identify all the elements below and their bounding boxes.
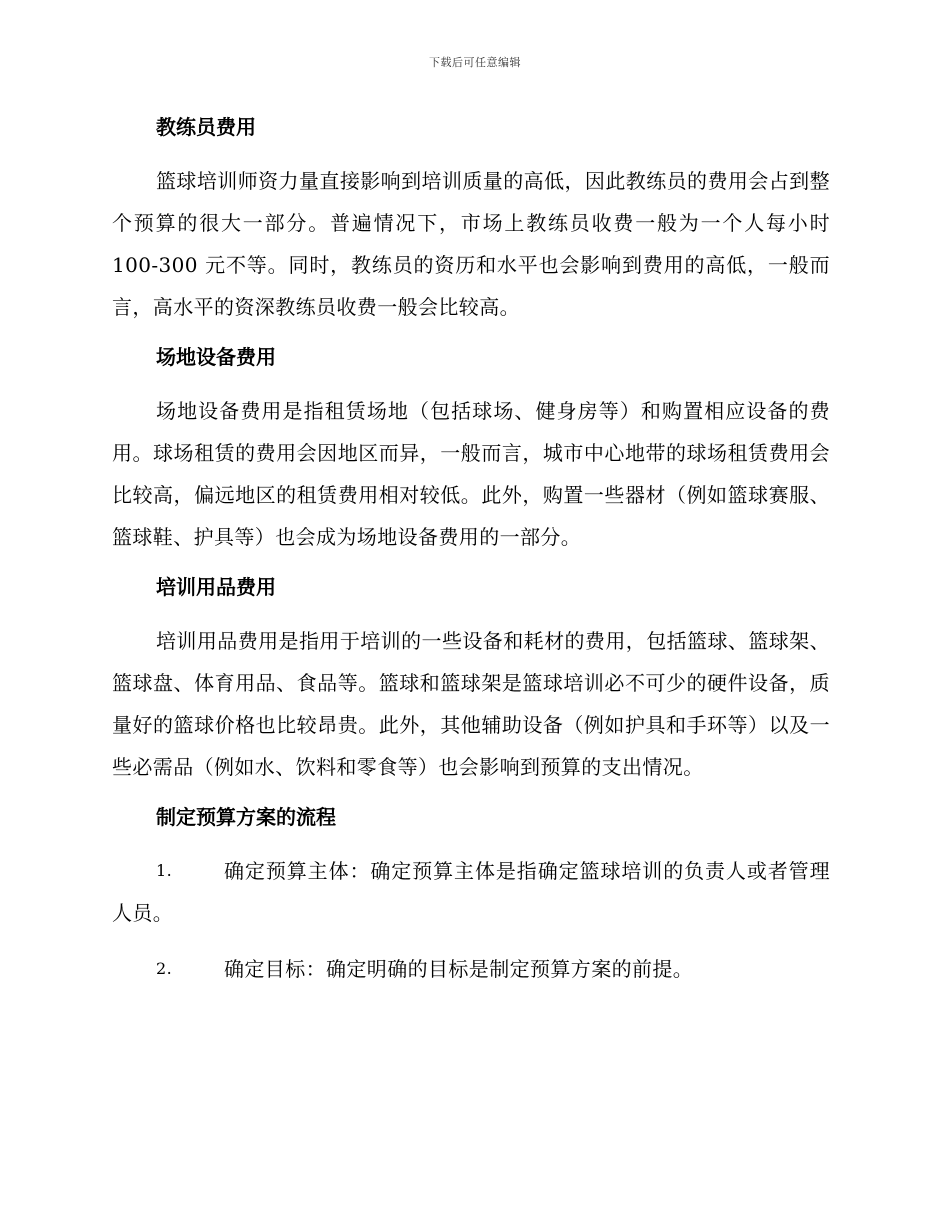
list-item-number: 2. bbox=[156, 959, 173, 978]
section-heading-coach-fees: 教练员费用 bbox=[156, 115, 256, 139]
section-paragraph-venue-fees: 场地设备费用是指租赁场地（包括球场、健身房等）和购置相应设备的费用。球场租赁的费用会因地区而异，一般而言，城市中心地带的球场租赁费用会比较高，偏远地区的租赁费用相对较低。此外，购置一些器材（例如篮球赛服、篮球鞋、护具等）也会成为场地设备费用的一部分。 bbox=[112, 399, 830, 549]
list-item-text: 确定预算主体：确定预算主体是指确定篮球培训的负责人或者管理人员。 bbox=[112, 859, 830, 925]
document-body bbox=[112, 112, 830, 1004]
list-item-number: 1. bbox=[156, 861, 173, 880]
page-header-note: 下载后可任意编辑 bbox=[429, 56, 521, 69]
list-item bbox=[112, 850, 830, 934]
section-paragraph-supplies-fees: 培训用品费用是指用于培训的一些设备和耗材的费用，包括篮球、篮球架、篮球盘、体育用品、食品等。篮球和篮球架是篮球培训必不可少的硬件设备，质量好的篮球价格也比较昂贵。此外，其他辅助设备（例如护具和手环等）以及一些必需品（例如水、饮料和零食等）也会影响到预算的支出情况。 bbox=[112, 629, 830, 779]
section-heading-budget-process: 制定预算方案的流程 bbox=[156, 805, 336, 829]
section-heading-supplies-fees: 培训用品费用 bbox=[156, 575, 276, 599]
list-item bbox=[112, 948, 830, 990]
list-item-text: 确定目标：确定明确的目标是制定预算方案的前提。 bbox=[224, 957, 694, 981]
section-paragraph-coach-fees: 篮球培训师资力量直接影响到培训质量的高低，因此教练员的费用会占到整个预算的很大一部分。普遍情况下，市场上教练员收费一般为一个人每小时 100-300 元不等。同时，教练员的资历和水平也会影响到费用的高低，一般而言，高水平的资深教练员收费一般会比较高。 bbox=[112, 169, 830, 319]
section-heading-venue-fees: 场地设备费用 bbox=[156, 345, 276, 369]
